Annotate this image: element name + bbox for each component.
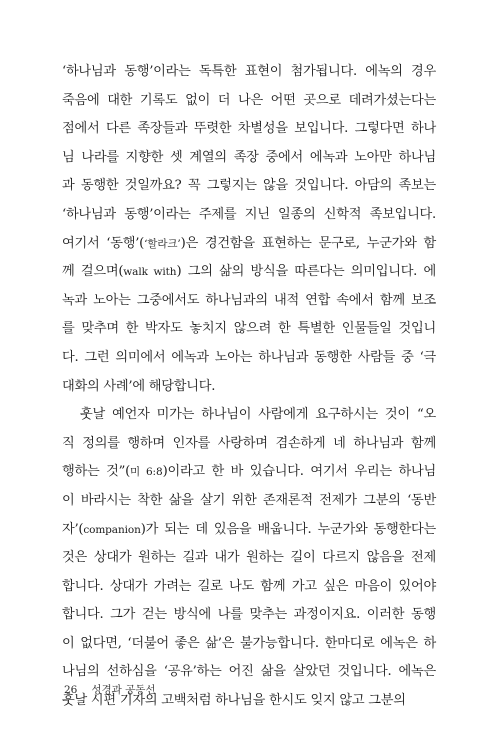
text-line: 과 동행한 것일까요? 꼭 그렇지는 않을 것입니다. 아담의 족보는 [62, 178, 436, 194]
line-segment: ) 그의 삶의 방식을 따른다는 의미입니다. 에 [176, 264, 437, 280]
text-line: 점에서 다른 족장들과 뚜렷한 차별성을 보입니다. 그렇다면 하나 [62, 121, 436, 137]
text-line: 죽음에 대한 기록도 없이 더 나은 어떤 곳으로 데려가셨는다는 [62, 92, 436, 108]
inline-citation: 미 6:8 [129, 466, 163, 479]
text-line: 님 나라를 지향한 셋 계열의 족장 중에서 에녹과 노아만 하나님 [62, 149, 436, 165]
text-line: 나님의 선하심을 ‘공유’하는 어진 삶을 살았던 것입니다. 에녹은 [62, 664, 436, 680]
text-line: 합니다. 그가 걷는 방식에 나를 맞추는 과정이지요. 이러한 동행 [62, 607, 436, 623]
text-line [62, 258, 436, 287]
text-line: 것은 상대가 원하는 길과 내가 원하는 길이 다르지 않음을 전제 [62, 550, 436, 566]
line-segment: 자’( [62, 521, 84, 537]
text-line: 직 정의를 행하며 인자를 사랑하며 겸손하게 네 하나님과 함께 [62, 435, 436, 451]
inline-citation: ‘할라크’ [144, 237, 181, 250]
text-line: 이 없다면, ‘더불어 좋은 삶’은 불가능합니다. 한마디로 에녹은 하 [62, 635, 436, 651]
inline-citation: companion [83, 523, 141, 536]
line-segment: 여기서 ‘동행’( [62, 235, 145, 251]
page-number: 26 [64, 684, 78, 696]
text-line: 이 바라시는 착한 삶을 살기 위한 존재론적 전제가 그분의 ‘동반 [62, 492, 436, 508]
text-line [62, 230, 436, 259]
text-line: 훗날 예언자 미가는 하나님이 사람에게 요구하시는 것이 “오 [80, 407, 436, 423]
line-segment: )이라고 한 바 있습니다. 여기서 우리는 하나님 [162, 464, 436, 480]
text-line: 합니다. 상대가 가려는 길로 나도 함께 가고 싶은 마음이 있어야 [62, 578, 436, 594]
text-line [62, 516, 436, 545]
text-line: 대화의 사례’에 해당합니다. [62, 378, 216, 394]
body-text [62, 58, 436, 716]
text-line [62, 458, 436, 487]
page-footer [64, 682, 156, 697]
running-title: 성경과 공동선 [91, 684, 156, 696]
line-segment: 께 걸으며( [62, 264, 124, 280]
inline-citation: walk with [123, 266, 177, 279]
text-line: 다. 그런 의미에서 에녹과 노아는 하나님과 동행한 사람들 중 ‘극 [62, 349, 436, 365]
line-segment: )은 경건함을 표현하는 문구로, 누군가와 함 [180, 235, 436, 251]
line-segment: )가 되는 데 있음을 배웁니다. 누군가와 동행한다는 [140, 521, 436, 537]
text-line: 녹과 노아는 그중에서도 하나님과의 내적 연합 속에서 함께 보조 [62, 292, 436, 308]
text-line: ‘하나님과 동행’이라는 주제를 지닌 일종의 신학적 족보입니다. [62, 206, 436, 222]
text-line: ‘하나님과 동행’이라는 독특한 표현이 첨가됩니다. 에녹의 경우 [62, 64, 436, 79]
text-line: 훗날 시편 기자의 고백처럼 하나님을 한시도 잊지 않고 그분의 [62, 693, 406, 709]
line-segment: 행하는 것”( [62, 464, 130, 480]
text-line: 를 맞추며 한 박자도 놓치지 않으려 한 특별한 인물들일 것입니 [62, 321, 436, 337]
